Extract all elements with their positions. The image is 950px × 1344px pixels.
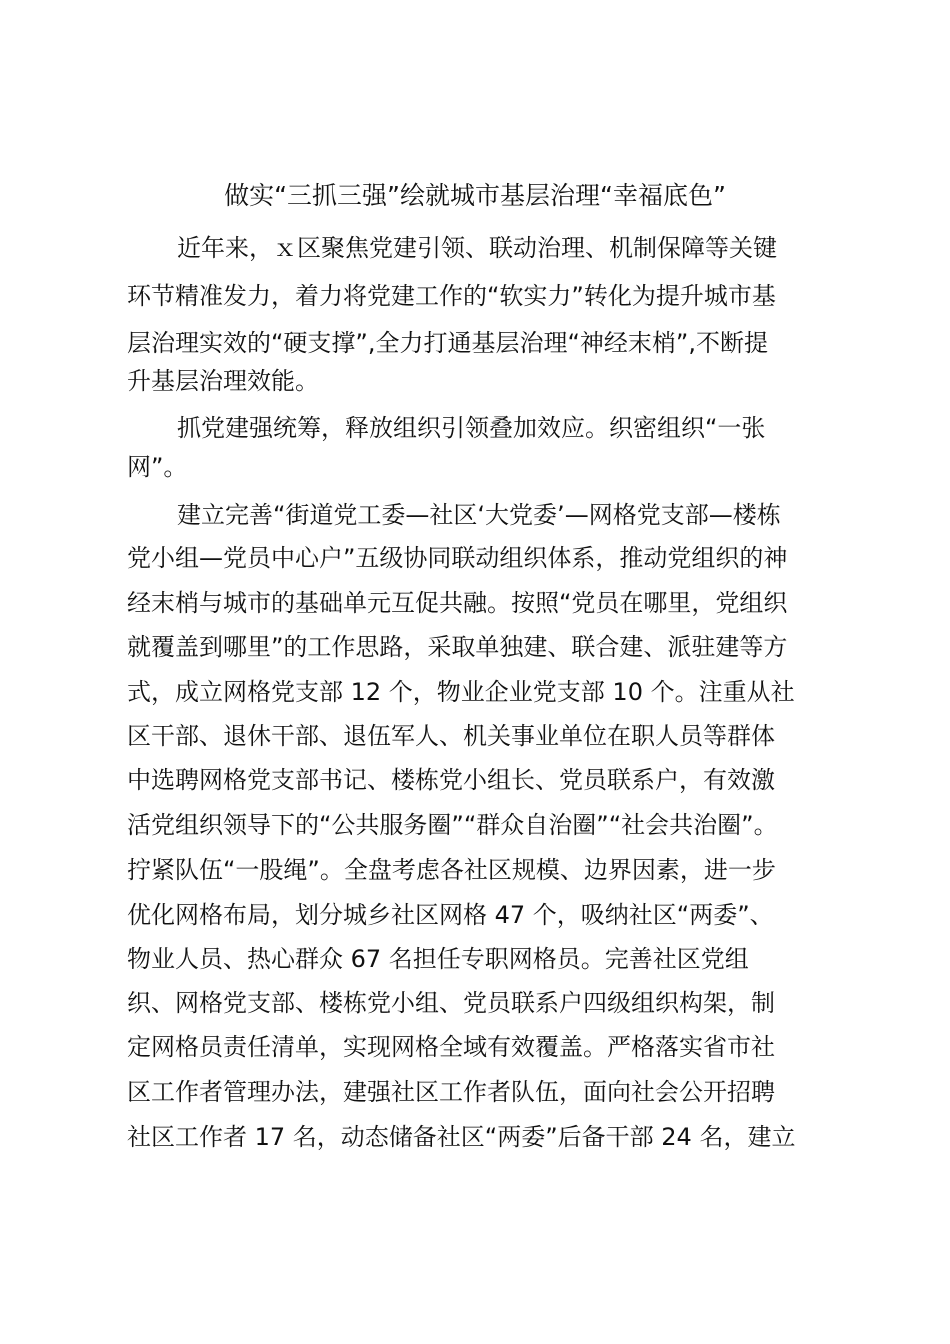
paragraph-line: 活党组织领导下的“公共服务圈”“群众自治圈”“社会共治圈”。 <box>127 811 778 839</box>
paragraph-line: 抓党建强统筹，释放组织引领叠加效应。织密组织“一张 <box>177 414 766 442</box>
paragraph-line: 区工作者管理办法，建强社区工作者队伍，面向社会公开招聘 <box>127 1078 775 1106</box>
paragraph-line: 物业人员、热心群众 67 名担任专职网格员。完善社区党组 <box>127 945 749 973</box>
paragraph-line: 环节精准发力，着力将党建工作的“软实力”转化为提升城市基 <box>127 282 776 310</box>
paragraph-line: 织、网格党支部、楼栋党小组、党员联系户四级组织构架，制 <box>127 989 775 1017</box>
paragraph-line: 定网格员责任清单，实现网格全域有效覆盖。严格落实省市社 <box>127 1033 775 1061</box>
paragraph-line: 经末梢与城市的基础单元互促共融。按照“党员在哪里，党组织 <box>127 589 788 617</box>
paragraph-line: 中选聘网格党支部书记、楼栋党小组长、党员联系户，有效激 <box>127 766 775 794</box>
paragraph-line: 层治理实效的“硬支撑”,全力打通基层治理“神经末梢”,不断提 <box>127 329 768 357</box>
paragraph-line: 党小组—党员中心户”五级协同联动组织体系，推动党组织的神 <box>127 544 788 572</box>
paragraph-line: 拧紧队伍“一股绳”。全盘考虑各社区规模、边界因素，进一步 <box>127 856 776 884</box>
document-title: 做实“三抓三强”绘就城市基层治理“幸福底色” <box>224 181 726 210</box>
paragraph-line: 网”。 <box>127 453 188 481</box>
paragraph-line: 就覆盖到哪里”的工作思路，采取单独建、联合建、派驻建等方 <box>127 633 788 661</box>
paragraph-line: 区干部、退休干部、退伍军人、机关事业单位在职人员等群体 <box>127 722 775 750</box>
paragraph-line: 社区工作者 17 名，动态储备社区“两委”后备干部 24 名，建立 <box>127 1123 796 1151</box>
paragraph-line: 建立完善“街道党工委—社区‘大党委’—网格党支部—楼栋 <box>177 501 781 529</box>
paragraph-line: 优化网格布局，划分城乡社区网格 47 个，吸纳社区“两委”、 <box>127 901 774 929</box>
paragraph-line: 近年来，ｘ区聚焦党建引领、联动治理、机制保障等关键 <box>177 234 777 262</box>
paragraph-line: 式，成立网格党支部 12 个，物业企业党支部 10 个。注重从社 <box>127 678 795 706</box>
paragraph-line: 升基层治理效能。 <box>127 367 319 395</box>
